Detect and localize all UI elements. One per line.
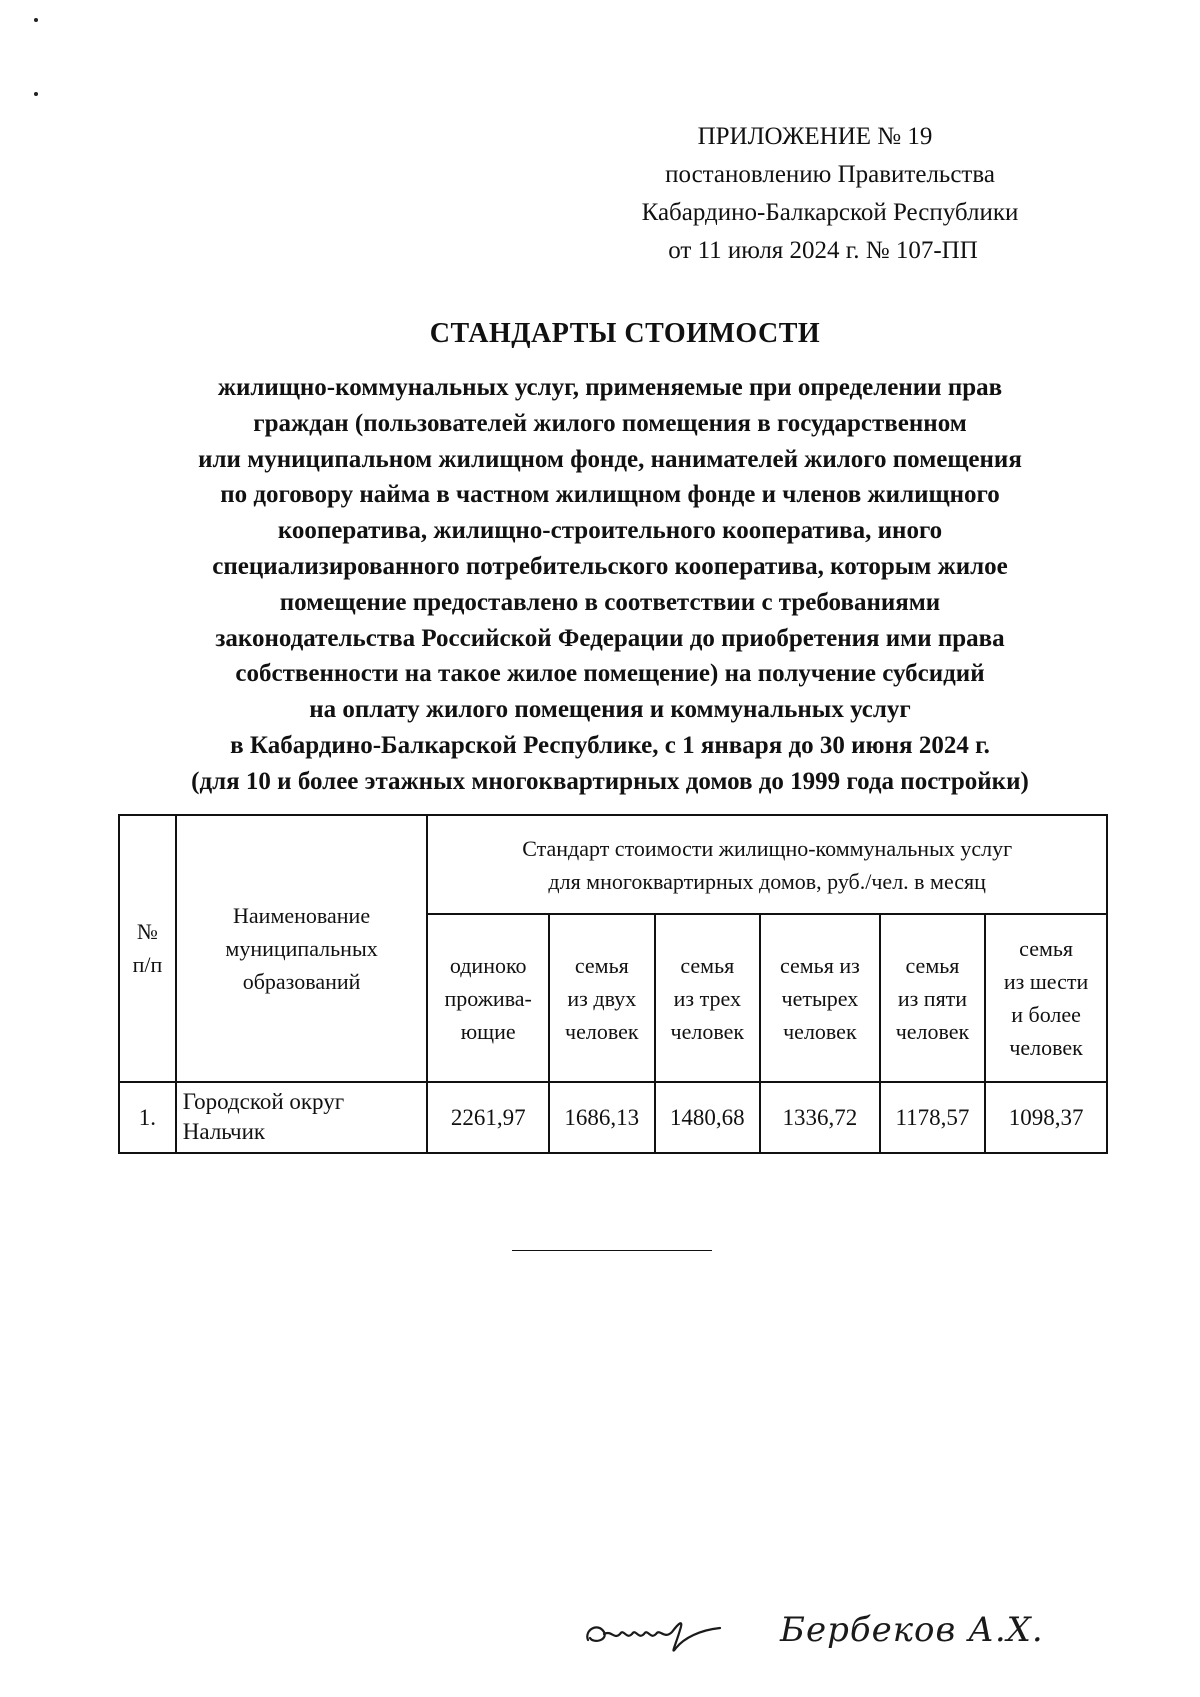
header-municipality: Наименование муниципальных образований	[176, 815, 428, 1082]
header-family-of-two: семья из двух человек	[549, 914, 654, 1081]
cost-value: 1336,72	[760, 1082, 880, 1153]
header-family-of-six-plus: семья из шести и более человек	[985, 914, 1107, 1081]
subtitle-line: кооператива, жилищно-строительного кооператива, иного	[277, 517, 943, 545]
cost-value: 1686,13	[549, 1082, 654, 1153]
header-family-of-four: семья из четырех человек	[760, 914, 880, 1081]
subtitle-line: специализированного потребительского кооператива, которым жилое	[212, 552, 1008, 580]
document-subtitle	[130, 370, 1090, 800]
table-row	[119, 1082, 1107, 1153]
cost-standards-table	[118, 814, 1108, 1154]
subtitle-line: в Кабардино-Балкарской Республике, с 1 января до 30 июня 2024 г.	[230, 731, 990, 759]
subtitle-line: помещение предоставлено в соответствии с требованиями	[279, 588, 941, 616]
cost-value: 1178,57	[880, 1082, 985, 1153]
appendix-date-line: от 11 июля 2024 г. № 107-ПП	[668, 237, 978, 264]
subtitle-line: собственности на такое жилое помещение) на получение субсидий	[235, 660, 985, 688]
header-single-resident: одиноко прожива- ющие	[427, 914, 549, 1081]
header-family-of-three: семья из трех человек	[655, 914, 760, 1081]
header-family-of-five: семья из пяти человек	[880, 914, 985, 1081]
appendix-ref-line: Кабардино-Балкарской Республики	[641, 199, 1019, 226]
cost-value: 2261,97	[427, 1082, 549, 1153]
header-cost-standard-group: Стандарт стоимости жилищно-коммунальных услуг для многоквартирных домов, руб./чел. в месяц	[427, 815, 1107, 914]
municipality-name: Городской округ Нальчик	[176, 1082, 428, 1153]
subtitle-line: жилищно-коммунальных услуг, применяемые при определении прав	[217, 374, 1003, 401]
appendix-header	[600, 118, 1060, 270]
cost-value: 1480,68	[655, 1082, 760, 1153]
signature-scribble	[580, 1600, 740, 1660]
end-divider-line	[512, 1250, 712, 1251]
appendix-number: ПРИЛОЖЕНИЕ № 19	[697, 123, 933, 150]
signature-name: Бербеков А.Х.	[780, 1610, 1044, 1650]
scan-speck	[34, 92, 38, 96]
cost-value: 1098,37	[985, 1082, 1107, 1153]
subtitle-line: граждан (пользователей жилого помещения в государственном	[253, 409, 967, 437]
document-title: СТАНДАРТЫ СТОИМОСТИ	[429, 318, 821, 349]
subtitle-line: законодательства Российской Федерации до приобретения ими права	[215, 624, 1005, 652]
subtitle-line: по договору найма в частном жилищном фонде и членов жилищного	[220, 481, 1000, 509]
header-row-number: № п/п	[119, 815, 176, 1082]
subtitle-line: (для 10 и более этажных многоквартирных домов до 1999 года постройки)	[191, 767, 1029, 795]
appendix-ref-line: постановлению Правительства	[665, 161, 995, 188]
subtitle-line: или муниципальном жилищном фонде, нанимателей жилого помещения	[198, 445, 1022, 473]
subtitle-line: на оплату жилого помещения и коммунальных услуг	[309, 696, 911, 724]
row-number: 1.	[119, 1082, 176, 1153]
scan-speck	[34, 18, 38, 22]
